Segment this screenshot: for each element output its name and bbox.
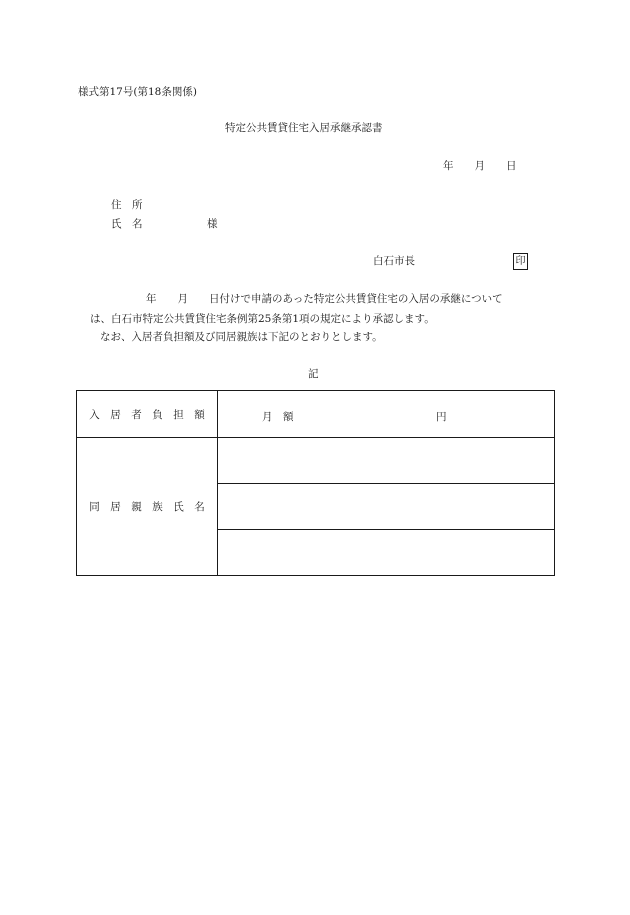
family-row <box>77 438 555 484</box>
family-name-cell[interactable] <box>218 484 555 530</box>
document-title: 特定公共賃貸住宅入居承継承認書 <box>225 122 383 134</box>
burden-label-cell <box>77 391 218 438</box>
burden-label: 入 居 者 負 担 額 <box>89 408 205 421</box>
monthly-label: 月 額 <box>262 411 294 423</box>
burden-row <box>77 391 555 438</box>
body-text-line-1: 年 月 日付けで申請のあった特定公共賃貸住宅の入居の承継について <box>146 293 503 305</box>
family-label-cell <box>77 438 218 576</box>
seal-stamp-box: 印 <box>513 253 528 270</box>
recipient-address-label: 住 所 <box>111 199 143 211</box>
recipient-name-label: 氏 名 <box>111 218 143 230</box>
issue-date: 年 月 日 <box>443 160 517 172</box>
body-text-line-2: は、白石市特定公共賃貸住宅条例第25条第1項の規定により承認します。 <box>90 313 435 325</box>
yen-label: 円 <box>436 411 447 423</box>
family-name-cell[interactable] <box>218 438 555 484</box>
record-table <box>76 390 555 576</box>
ki-heading: 記 <box>308 368 319 380</box>
family-label: 同 居 親 族 氏 名 <box>89 501 205 513</box>
family-name-cell[interactable] <box>218 530 555 576</box>
issuer-name: 白石市長 <box>373 255 415 267</box>
form-number: 様式第17号(第18条関係) <box>78 86 197 98</box>
recipient-honorific: 様 <box>207 218 218 230</box>
burden-amount-cell[interactable] <box>218 391 555 438</box>
body-text-line-3: なお、入居者負担額及び同居親族は下記のとおりとします。 <box>100 331 383 343</box>
